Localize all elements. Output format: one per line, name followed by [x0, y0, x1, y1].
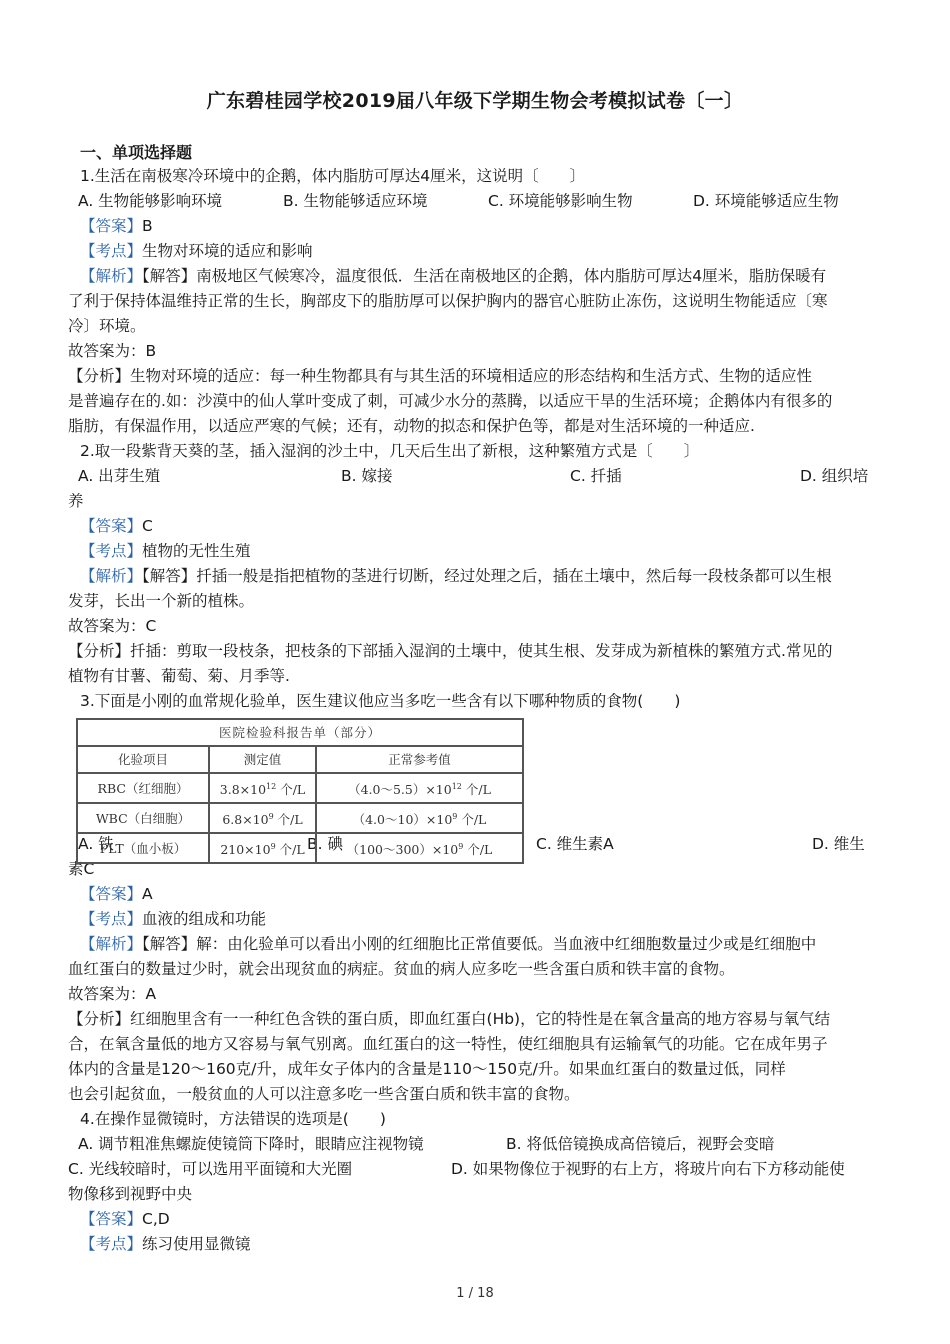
question-stem: 3.下面是小刚的血常规化验单，医生建议他应当多吃一些含有以下哪种物质的食物( ) [80, 692, 681, 710]
fenxi-line [68, 639, 886, 664]
option: C. 维生素A [536, 835, 614, 853]
point-tag: 【考点】 [80, 1235, 143, 1253]
table-cell [209, 773, 316, 803]
answer-value: B [142, 217, 153, 235]
table-row [77, 773, 523, 803]
fenxi-tag: 【分析】 [68, 1010, 131, 1028]
point-value: 生物对环境的适应和影响 [142, 242, 313, 260]
fenxi-text: 也会引起贫血，一般贫血的人可以注意多吃一些含蛋白质和铁丰富的食物。 [68, 1085, 580, 1103]
answer-line [68, 882, 886, 907]
solution-tag: 【解答】 [142, 567, 197, 585]
option: C. 环境能够影响生物 [488, 192, 633, 210]
solution-line [68, 264, 886, 289]
option: D. 环境能够适应生物 [693, 192, 839, 210]
point-tag: 【考点】 [80, 542, 143, 560]
fenxi-tag: 【分析】 [68, 367, 131, 385]
final-answer: 故答案为：B [68, 342, 157, 360]
option: D. 组织培 [800, 467, 869, 485]
solution-text: 发芽，长出一个新的植株。 [68, 592, 255, 610]
fenxi-tag: 【分析】 [68, 642, 131, 660]
analysis-tag: 【解析】 [80, 567, 143, 585]
fenxi-text: 是普遍存在的.如：沙漠中的仙人掌叶变成了刺，可减少水分的蒸腾，以适应干旱的生活环境；企鹅体内有很多的 [68, 392, 833, 410]
cell-unit: 个/L [463, 842, 493, 858]
option: A. 调节粗准焦螺旋使镜筒下降时，眼睛应注视物镜 [78, 1135, 424, 1153]
table-header: 测定值 [209, 746, 316, 773]
solution-text: 解：由化验单可以看出小刚的红细胞比正常值要低。当血液中红细胞数量过少或是红细胞中 [196, 935, 817, 953]
fenxi-text: 植物有甘薯、葡萄、菊、月季等. [68, 667, 290, 685]
table-cell: PLT（血小板） [77, 833, 209, 863]
cell-value: （100～300）×10 [346, 842, 459, 858]
cell-exponent: 9 [458, 842, 464, 852]
option: B. 碘 [307, 835, 343, 853]
cell-unit: 个/L [276, 782, 306, 798]
cell-unit: 个/L [461, 782, 491, 798]
option-tail: 物像移到视野中央 [68, 1185, 193, 1203]
option: B. 将低倍镜换成高倍镜后，视野会变暗 [506, 1135, 775, 1153]
cell-unit: 个/L [273, 812, 303, 828]
table-cell: WBC（白细胞） [77, 803, 209, 833]
option-row [68, 1132, 886, 1157]
solution-text: 扦插一般是指把植物的茎进行切断，经过处理之后，插在土壤中，然后每一段枝条都可以生根 [196, 567, 832, 585]
option: A. 铁 [78, 835, 114, 853]
answer-tag: 【答案】 [80, 517, 143, 535]
section-heading: 一、单项选择题 [80, 143, 193, 162]
point-tag: 【考点】 [80, 242, 143, 260]
final-answer: 故答案为：A [68, 985, 157, 1003]
cell-value: （4.0～5.5）×10 [348, 782, 452, 798]
point-line [68, 907, 886, 932]
solution-text: 南极地区气候寒冷，温度很低．生活在南极地区的企鹅，体内脂肪可厚达4厘米，脂肪保暖有 [196, 267, 827, 285]
fenxi-text: 生物对环境的适应：每一种生物都具有与其生活的环境相适应的形态结构和生活方式、生物的适应性 [130, 367, 813, 385]
solution-line [68, 564, 886, 589]
option: A. 出芽生殖 [78, 467, 161, 485]
cell-value: （4.0～10）×10 [352, 812, 453, 828]
fenxi-text: 合，在氧含量低的地方又容易与氧气别离。血红蛋白的这一特性，使红细胞具有运输氧气的功能。它在成年男子 [68, 1035, 828, 1053]
cell-unit: 个/L [275, 842, 305, 858]
point-line [68, 539, 886, 564]
cell-exponent: 12 [451, 782, 462, 791]
table-cell [209, 833, 316, 863]
question-stem: 1.生活在南极寒冷环境中的企鹅，体内脂肪可厚达4厘米，这说明〔 〕 [80, 167, 586, 185]
fenxi-text: 脂肪，有保温作用，以适应严寒的气候；还有，动物的拟态和保护色等，都是对生活环境的一种适应. [68, 417, 755, 435]
answer-tag: 【答案】 [80, 1210, 143, 1228]
table-row [77, 833, 523, 863]
point-line [68, 239, 886, 264]
answer-value: C,D [142, 1210, 170, 1228]
solution-text: 血红蛋白的数量过少时，就会出现贫血的病症。贫血的病人应多吃一些含蛋白质和铁丰富的食物。 [68, 960, 735, 978]
answer-tag: 【答案】 [80, 217, 143, 235]
table-cell [209, 803, 316, 833]
option: C. 光线较暗时，可以选用平面镜和大光圈 [68, 1160, 353, 1178]
table-header: 正常参考值 [316, 746, 523, 773]
answer-value: C [142, 517, 153, 535]
final-answer: 故答案为：C [68, 617, 157, 635]
fenxi-line [68, 1007, 886, 1032]
option: B. 生物能够适应环境 [283, 192, 428, 210]
cell-value: 3.8×10 [219, 782, 267, 798]
answer-line [68, 514, 886, 539]
cell-value: 6.8×10 [222, 812, 269, 828]
option-row [68, 189, 886, 214]
question-stem: 2.取一段紫背天葵的茎，插入湿润的沙土中，几天后生出了新根，这种繁殖方式是〔 〕 [80, 442, 700, 460]
option: D. 如果物像位于视野的右上方，将玻片向右下方移动能使 [451, 1160, 845, 1178]
point-line [68, 1232, 886, 1257]
answer-tag: 【答案】 [80, 885, 143, 903]
solution-tag: 【解答】 [142, 267, 197, 285]
option-tail: 素C [68, 860, 95, 878]
table-row [77, 803, 523, 833]
fenxi-line [68, 364, 886, 389]
cell-unit: 个/L [457, 812, 487, 828]
cell-exponent: 9 [270, 842, 276, 852]
answer-line [68, 1207, 886, 1232]
lab-report-table [76, 718, 524, 864]
option: A. 生物能够影响环境 [78, 192, 223, 210]
fenxi-text: 红细胞里含有一一种红色含铁的蛋白质，即血红蛋白(Hb)，它的特性是在氧含量高的地方容易与氧气结 [130, 1010, 831, 1028]
page-title: 广东碧桂园学校2019届八年级下学期生物会考模拟试卷〔一〕 [206, 90, 744, 112]
point-tag: 【考点】 [80, 910, 143, 928]
answer-value: A [142, 885, 153, 903]
solution-text: 了利于保持体温维持正常的生长，胸部皮下的脂肪厚可以保护胸内的器官心脏防止冻伤，这说明生物能适应〔寒 [68, 292, 828, 310]
cell-exponent: 12 [266, 782, 277, 791]
cell-exponent: 9 [452, 812, 458, 822]
table-caption: 医院检验科报告单（部分） [77, 719, 523, 746]
solution-text: 冷〕环境。 [68, 317, 146, 335]
question-stem: 4.在操作显微镜时，方法错误的选项是( ) [80, 1110, 386, 1128]
table-header: 化验项目 [77, 746, 209, 773]
point-value: 练习使用显微镜 [142, 1235, 251, 1253]
document-body [68, 164, 886, 1257]
option: D. 维生 [812, 835, 865, 853]
answer-line [68, 214, 886, 239]
cell-value: 210×10 [220, 842, 271, 858]
analysis-tag: 【解析】 [80, 935, 143, 953]
table-cell [316, 773, 523, 803]
analysis-tag: 【解析】 [80, 267, 143, 285]
table-cell [316, 803, 523, 833]
point-value: 植物的无性生殖 [142, 542, 251, 560]
option-tail: 养 [68, 492, 84, 510]
solution-line [68, 932, 886, 957]
option-row [68, 1157, 886, 1182]
cell-exponent: 9 [268, 812, 274, 822]
option-row [68, 464, 886, 489]
option: C. 扦插 [570, 467, 622, 485]
table-cell [316, 833, 523, 863]
fenxi-text: 扦插：剪取一段枝条，把枝条的下部插入湿润的土壤中，使其生根、发芽成为新植株的繁殖方式.常见的 [130, 642, 833, 660]
table-cell: RBC（红细胞） [77, 773, 209, 803]
option: B. 嫁接 [341, 467, 393, 485]
fenxi-text: 体内的含量是120～160克/升，成年女子体内的含量是110～150克/升。如果血红蛋白的数量过低，同样 [68, 1060, 786, 1078]
page-number: 1 / 18 [456, 1286, 494, 1301]
solution-tag: 【解答】 [142, 935, 197, 953]
point-value: 血液的组成和功能 [142, 910, 267, 928]
